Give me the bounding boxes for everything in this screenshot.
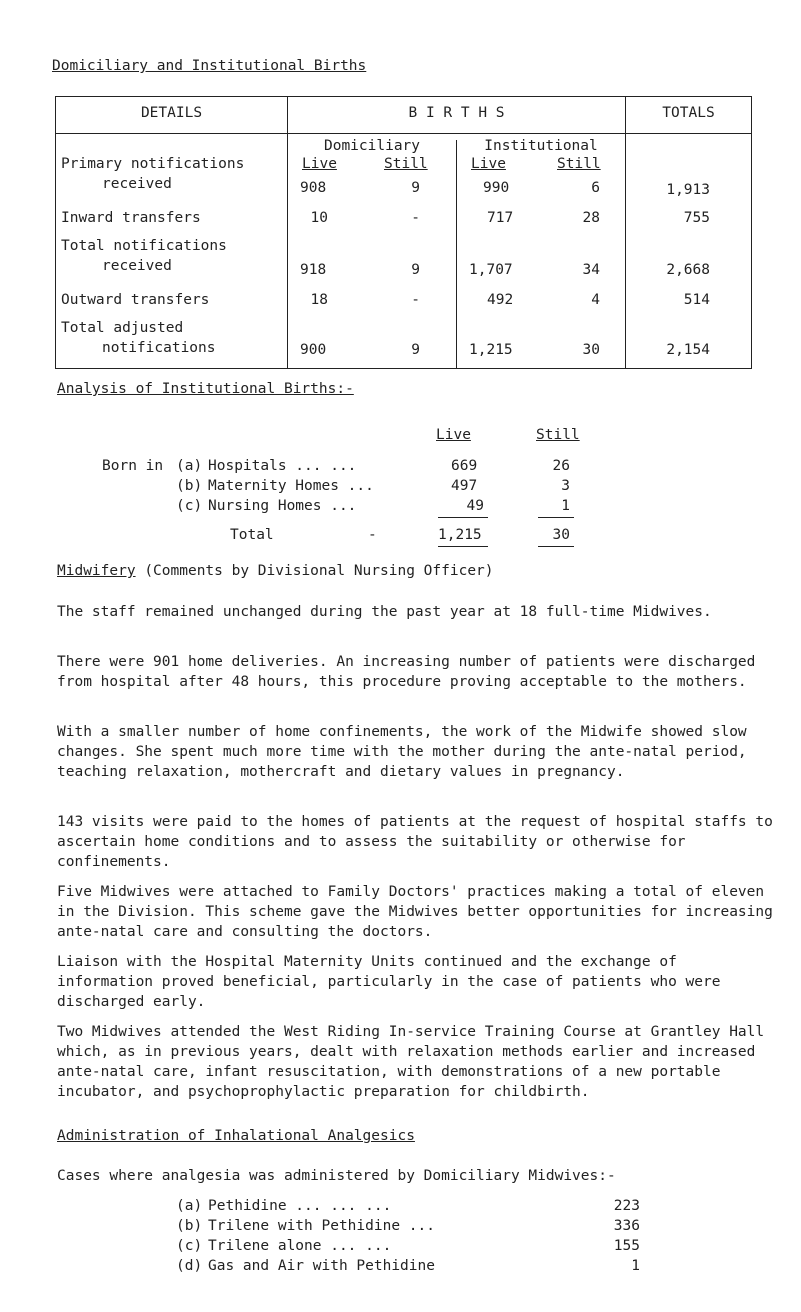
- subheader-inst-still: Still: [557, 156, 601, 172]
- table-cell: 9: [411, 262, 420, 278]
- list-item-value: 1: [631, 1258, 640, 1274]
- total-dash: -: [368, 527, 377, 543]
- subheader-dom-live: Live: [302, 156, 337, 172]
- list-item-key: (d): [176, 1258, 203, 1274]
- midwifery-heading-rest: (Comments by Divisional Nursing Officer): [144, 563, 494, 579]
- table-cell: 9: [411, 342, 420, 358]
- table-cell: 900: [300, 342, 327, 358]
- born-in-label: Born in: [102, 458, 164, 474]
- analysis-heading: Analysis of Institutional Births:-: [57, 381, 354, 397]
- list-item-label: Hospitals ... ...: [208, 458, 357, 474]
- table-cell: 918: [300, 262, 327, 278]
- list-item-label: Pethidine ... ... ...: [208, 1198, 392, 1214]
- list-item-key: (a): [176, 1198, 203, 1214]
- total-still: 30: [552, 527, 570, 543]
- subheader-inst-live: Live: [471, 156, 506, 172]
- table-row-label: Inward transfers: [61, 210, 201, 226]
- list-item-key: (c): [176, 498, 203, 514]
- table-cell: -: [411, 292, 420, 308]
- total-label: Total: [230, 527, 274, 543]
- subheader-institutional: Institutional: [484, 138, 598, 154]
- analgesics-intro: Cases where analgesia was administered by Domiciliary Midwives:-: [57, 1168, 616, 1184]
- list-item-value: 155: [613, 1238, 640, 1254]
- table-cell: -: [411, 210, 420, 226]
- paragraph: Liaison with the Hospital Maternity Units continued and the exchange of information proved beneficial, particularly in the case of patients who were discharged early.: [57, 954, 721, 1010]
- table-cell: 755: [683, 210, 710, 226]
- table-row-label: received: [102, 176, 172, 192]
- list-item-value: 1: [561, 498, 570, 514]
- table-cell: 908: [300, 180, 327, 196]
- table-cell: 492: [487, 292, 514, 308]
- list-item-value: 26: [552, 458, 570, 474]
- table-cell: 514: [683, 292, 710, 308]
- page-title: Domiciliary and Institutional Births: [52, 58, 367, 74]
- paragraph: The staff remained unchanged during the past year at 18 full-time Midwives.: [57, 604, 712, 620]
- list-item-value: 3: [561, 478, 570, 494]
- table-cell: 9: [411, 180, 420, 196]
- list-item-key: (b): [176, 478, 203, 494]
- total-live: 1,215: [438, 527, 482, 543]
- paragraph: With a smaller number of home confinements, the work of the Midwife showed slow changes. She spent much more time with the mother during the ante-natal period, teaching relaxation, mothercraft and dietary values in pregnancy.: [57, 724, 747, 780]
- analgesics-heading: Administration of Inhalational Analgesics: [57, 1128, 415, 1144]
- table-cell: 28: [582, 210, 600, 226]
- table-cell: 10: [310, 210, 328, 226]
- table-cell: 4: [591, 292, 600, 308]
- table-row-label: Total adjusted: [61, 320, 184, 336]
- table-cell: 2,154: [666, 342, 710, 358]
- paragraph: There were 901 home deliveries. An increasing number of patients were discharged from hospital after 48 hours, this procedure proving acceptable to the mothers.: [57, 654, 756, 690]
- midwifery-heading-row: [57, 563, 494, 579]
- midwifery-heading: Midwifery: [57, 563, 136, 579]
- list-item-key: (c): [176, 1238, 203, 1254]
- header-totals: TOTALS: [662, 105, 715, 121]
- table-cell: 1,215: [469, 342, 513, 358]
- analysis-col-live: Live: [436, 427, 471, 443]
- list-item-value: 223: [613, 1198, 640, 1214]
- table-cell: 30: [582, 342, 600, 358]
- subheader-domiciliary: Domiciliary: [323, 138, 421, 154]
- table-row-label: Outward transfers: [61, 292, 210, 308]
- table-row-label: received: [102, 258, 172, 274]
- list-item-value: 336: [613, 1218, 640, 1234]
- paragraph: Five Midwives were attached to Family Doctors' practices making a total of eleven in the Division. This scheme gave the Midwives better opportunities for increasing ante-natal care and consulting the doctors.: [57, 884, 773, 940]
- list-item-label: Maternity Homes ...: [208, 478, 374, 494]
- analysis-col-still: Still: [536, 427, 580, 443]
- table-row-label: Primary notifications: [61, 156, 245, 172]
- header-details: DETAILS: [140, 105, 203, 121]
- paragraph: Two Midwives attended the West Riding In-service Training Course at Grantley Hall which, as in previous years, dealt with relaxation methods earlier and increased ante-natal care, infant resuscitation, with demonstrations of a new portable incubator, and psychoprophylactic preparation for childbirth.: [57, 1024, 765, 1100]
- table-cell: 1,913: [666, 182, 710, 198]
- table-cell: 6: [591, 180, 600, 196]
- table-row-label: notifications: [102, 340, 216, 356]
- table-row-label: Total notifications: [61, 238, 227, 254]
- list-item-label: Trilene alone ... ...: [208, 1238, 392, 1254]
- subheader-dom-still: Still: [384, 156, 428, 172]
- list-item-label: Trilene with Pethidine ...: [208, 1218, 435, 1234]
- table-cell: 2,668: [666, 262, 710, 278]
- list-item-value: 497: [451, 478, 478, 494]
- table-cell: 18: [310, 292, 328, 308]
- list-item-value: 669: [451, 458, 478, 474]
- table-cell: 990: [483, 180, 510, 196]
- list-item-key: (b): [176, 1218, 203, 1234]
- paragraph: 143 visits were paid to the homes of patients at the request of hospital staffs to ascertain home conditions and to assess the suitability or otherwise for confinements.: [57, 814, 773, 870]
- header-births: B I R T H S: [408, 105, 505, 121]
- list-item-value: 49: [466, 498, 484, 514]
- list-item-label: Nursing Homes ...: [208, 498, 357, 514]
- table-cell: 1,707: [469, 262, 513, 278]
- list-item-key: (a): [176, 458, 203, 474]
- list-item-label: Gas and Air with Pethidine: [208, 1258, 435, 1274]
- table-cell: 717: [487, 210, 514, 226]
- table-cell: 34: [582, 262, 600, 278]
